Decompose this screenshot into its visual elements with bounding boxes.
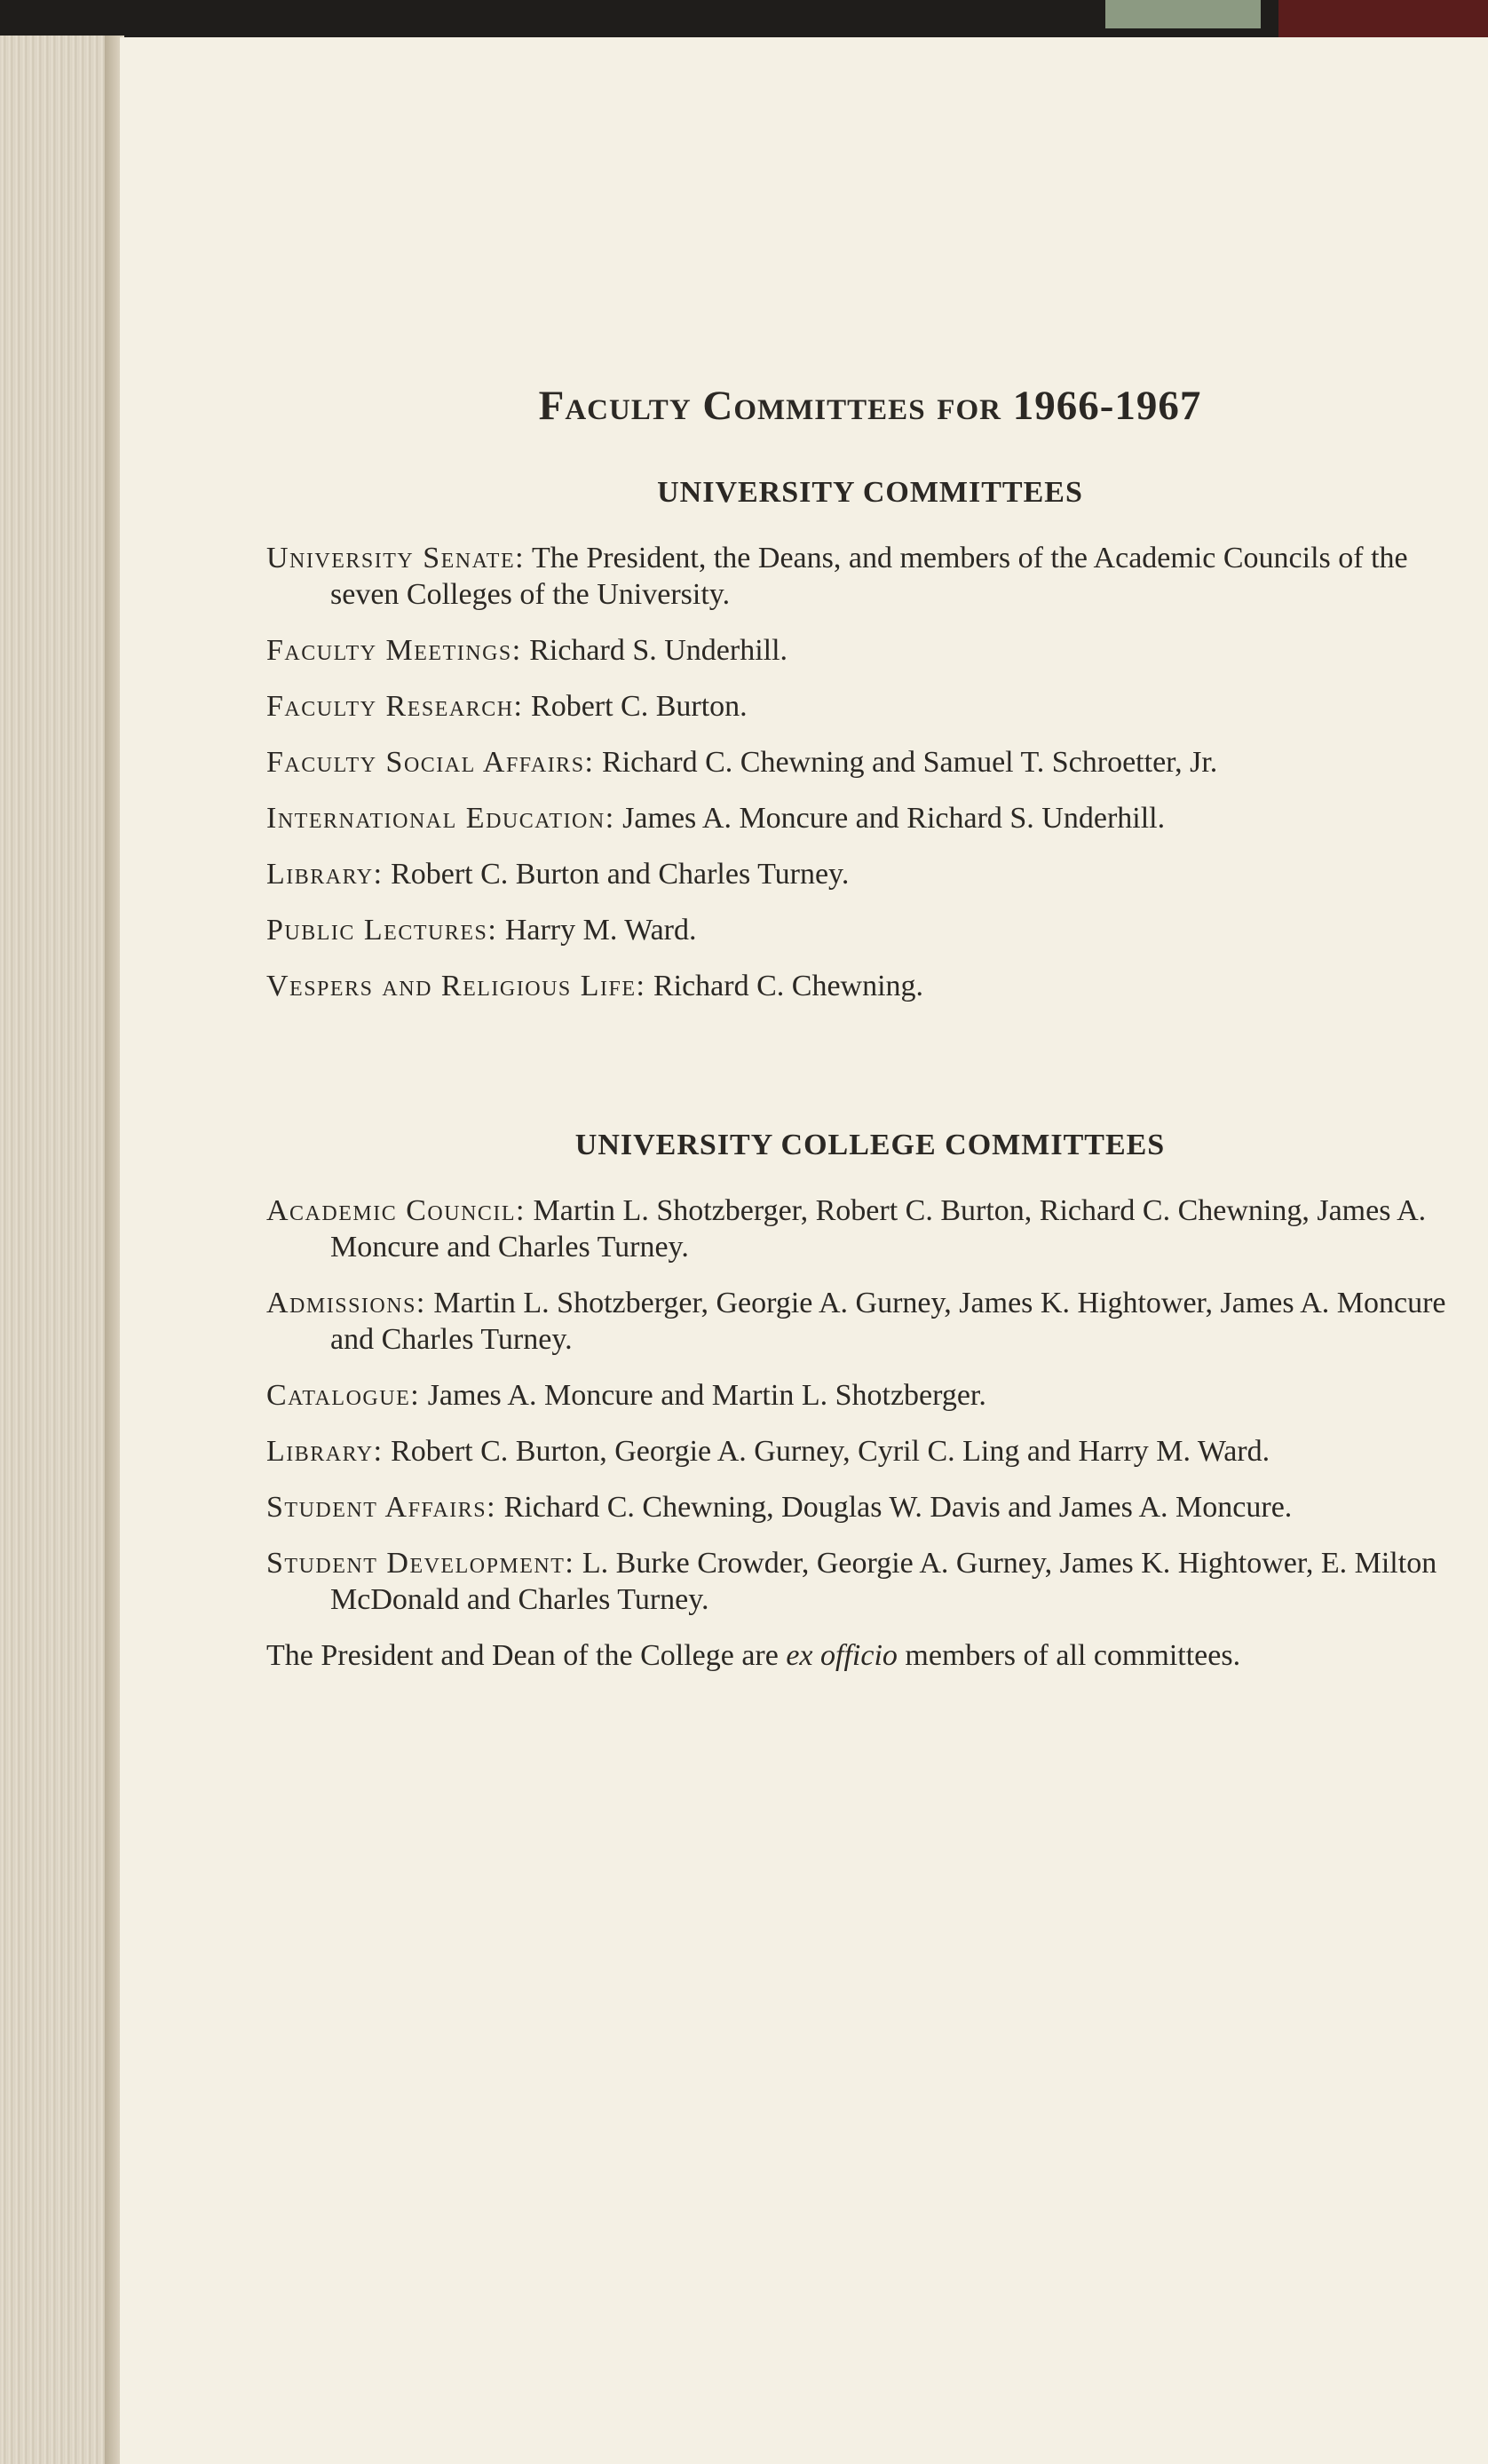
- book-page-edges: [0, 36, 120, 2464]
- committee-entry: [266, 540, 1474, 613]
- cover-red-tab: [1278, 0, 1488, 39]
- committee-entry: [266, 744, 1474, 780]
- university-committees-list: [266, 540, 1474, 1004]
- committee-members: Martin L. Shotzberger, Robert C. Burton, Richard C. Chewning, James A. Moncure and Charles Turney.: [330, 1194, 1427, 1264]
- committee-entry: [266, 912, 1474, 948]
- committee-name: Catalogue:: [266, 1379, 421, 1412]
- committee-members: Robert C. Burton, Georgie A. Gurney, Cyril C. Ling and Harry M. Ward.: [391, 1435, 1270, 1468]
- section-title-university: UNIVERSITY COMMITTEES: [657, 476, 1083, 509]
- committee-members: Robert C. Burton and Charles Turney.: [391, 858, 850, 891]
- committee-entry: [266, 632, 1474, 669]
- committee-members: Harry M. Ward.: [504, 914, 697, 947]
- committee-name: Academic Council:: [266, 1194, 526, 1227]
- section-title-university-college: UNIVERSITY COLLEGE COMMITTEES: [574, 1129, 1166, 1161]
- committee-entry: [266, 1545, 1474, 1618]
- closing-note: [266, 1637, 1474, 1674]
- book-cover-top: [0, 0, 1488, 39]
- committee-members: Richard S. Underhill.: [529, 634, 788, 667]
- committee-name: Library:: [266, 858, 384, 891]
- committee-name: Vespers and Religious Life:: [266, 970, 646, 1002]
- committee-entry: [266, 968, 1474, 1004]
- committee-name: International Education:: [266, 802, 615, 835]
- committee-entry: [266, 1433, 1474, 1470]
- committee-name: Student Development:: [266, 1547, 575, 1580]
- page-title: Faculty Committees for 1966-1967: [538, 383, 1202, 429]
- committee-entry: [266, 1192, 1474, 1265]
- committee-name: Faculty Research:: [266, 690, 524, 723]
- committee-entry: [266, 856, 1474, 892]
- committee-name: Public Lectures:: [266, 914, 498, 947]
- committee-entry: [266, 1377, 1474, 1414]
- closing-note-start: The President and Dean of the College are: [266, 1639, 787, 1672]
- closing-note-italic: ex officio: [786, 1639, 898, 1672]
- committee-members: The President, the Deans, and members of the Academic Councils of the seven Colleges of the University.: [330, 542, 1408, 611]
- cover-green-tab: [1105, 0, 1261, 28]
- university-college-committees-list: [266, 1192, 1474, 1618]
- committee-name: University Senate:: [266, 542, 526, 574]
- committee-members: Richard C. Chewning, Douglas W. Davis and James A. Moncure.: [503, 1491, 1293, 1524]
- committee-entry: [266, 688, 1474, 725]
- closing-note-end: members of all committees.: [897, 1639, 1241, 1672]
- committee-members: Robert C. Burton.: [531, 690, 748, 723]
- committee-name: Faculty Social Affairs:: [266, 746, 595, 779]
- committee-members: Richard C. Chewning and Samuel T. Schroetter, Jr.: [601, 746, 1218, 779]
- committee-members: James A. Moncure and Richard S. Underhill.: [622, 802, 1166, 835]
- committee-members: L. Burke Crowder, Georgie A. Gurney, James K. Hightower, E. Milton McDonald and Charles Turney.: [330, 1547, 1437, 1616]
- committee-members: Richard C. Chewning.: [653, 970, 924, 1002]
- committee-members: Martin L. Shotzberger, Georgie A. Gurney, James K. Hightower, James A. Moncure and Charles Turney.: [330, 1287, 1446, 1356]
- committee-name: Faculty Meetings:: [266, 634, 522, 667]
- committee-entry: [266, 1489, 1474, 1525]
- committee-name: Library:: [266, 1435, 384, 1468]
- committee-name: Admissions:: [266, 1287, 426, 1319]
- page-content: [266, 382, 1474, 1674]
- committee-members: James A. Moncure and Martin L. Shotzberger.: [427, 1379, 986, 1412]
- committee-entry: [266, 1285, 1474, 1358]
- committee-name: Student Affairs:: [266, 1491, 497, 1524]
- committee-entry: [266, 800, 1474, 836]
